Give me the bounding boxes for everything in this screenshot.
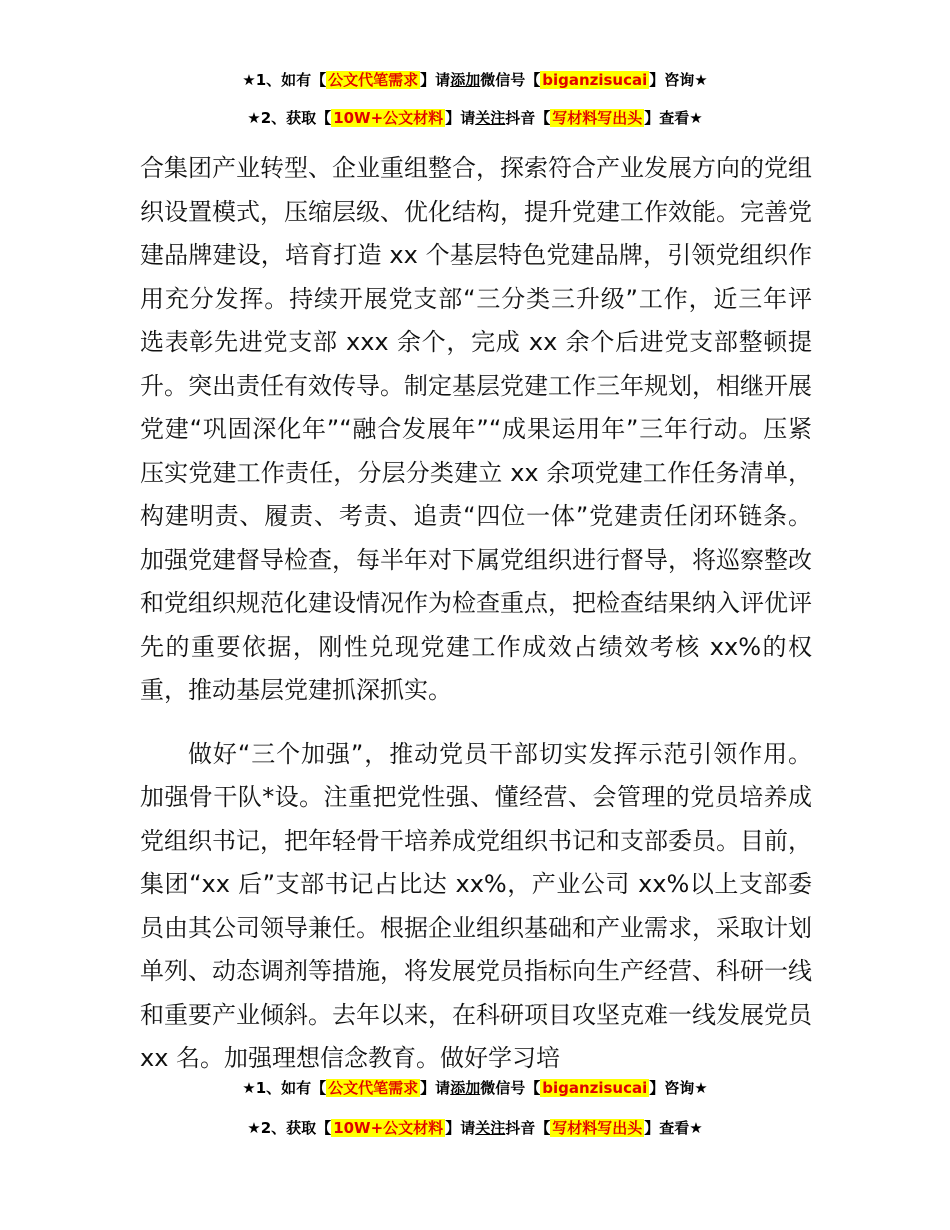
banner-underlined-text: 添加: [450, 71, 481, 89]
banner-text: ★2、获取【: [247, 1119, 332, 1137]
banner-text: 】咨询★: [649, 1079, 708, 1097]
banner-text: 】请: [445, 1119, 476, 1137]
header-banner-line-2: [0, 107, 950, 128]
banner-underlined-text: 关注: [475, 1119, 506, 1137]
document-body: [140, 147, 812, 1081]
banner-text: 】咨询★: [649, 71, 708, 89]
banner-underlined-text: 添加: [450, 1079, 481, 1097]
banner-highlight: 公文代笔需求: [328, 71, 419, 89]
paragraph: 合集团产业转型、企业重组整合，探索符合产业发展方向的党组织设置模式，压缩层级、优化结构，提升党建工作效能。完善党建品牌建设，培育打造 xx 个基层特色党建品牌，引领党组织作用充分发挥。持续开展党支部“三分类三升级”工作，近三年评选表彰先进党支部 xxx 余个，完成 xx 余个后进党支部整顿提升。突出责任有效传导。制定基层党建工作三年规划，相继开展党建“巩固深化年”“融合发展年”“成果运用年”三年行动。压紧压实党建工作责任，分层分类建立 xx 余项党建工作任务清单，构建明责、履责、考责、追责“四位一体”党建责任闭环链条。加强党建督导检查，每半年对下属党组织进行督导，将巡察整改和党组织规范化建设情况作为检查重点，把检查结果纳入评优评先的重要依据，刚性兑现党建工作成效占绩效考核 xx%的权重，推动基层党建抓深抓实。: [140, 154, 812, 704]
banner-text: 抖音【: [505, 109, 551, 127]
banner-text: ★2、获取【: [247, 109, 332, 127]
banner-highlight: 写材料写出头: [552, 1119, 643, 1137]
banner-highlight: biganzisucai: [542, 71, 648, 89]
banner-text: 】请: [445, 109, 476, 127]
banner-text: 】请: [420, 1079, 451, 1097]
banner-underlined-text: 关注: [475, 109, 506, 127]
banner-highlight: biganzisucai: [542, 1079, 648, 1097]
banner-highlight: 10W+公文材料: [333, 1119, 444, 1137]
banner-text: 抖音【: [505, 1119, 551, 1137]
banner-text: ★1、如有【: [242, 1079, 327, 1097]
banner-text: 】查看★: [644, 109, 703, 127]
footer-banner-line-1: [0, 1077, 950, 1098]
banner-text: 】查看★: [644, 1119, 703, 1137]
banner-text: 微信号【: [480, 1079, 541, 1097]
footer-banner-line-2: [0, 1117, 950, 1138]
banner-text: ★1、如有【: [242, 71, 327, 89]
banner-highlight: 10W+公文材料: [333, 109, 444, 127]
paragraph: 做好“三个加强”，推动党员干部切实发挥示范引领作用。加强骨干队*设。注重把党性强、懂经营、会管理的党员培养成党组织书记，把年轻骨干培养成党组织书记和支部委员。目前，集团“xx 后”支部书记占比达 xx%，产业公司 xx%以上支部委员由其公司领导兼任。根据企业组织基础和产业需求，采取计划单列、动态调剂等措施，将发展党员指标向生产经营、科研一线和重要产业倾斜。去年以来，在科研项目攻坚克难一线发展党员 xx 名。加强理想信念教育。做好学习培: [140, 739, 812, 1072]
banner-highlight: 公文代笔需求: [328, 1079, 419, 1097]
header-banner-line-1: [0, 69, 950, 90]
banner-text: 微信号【: [480, 71, 541, 89]
banner-text: 】请: [420, 71, 451, 89]
banner-highlight: 写材料写出头: [552, 109, 643, 127]
